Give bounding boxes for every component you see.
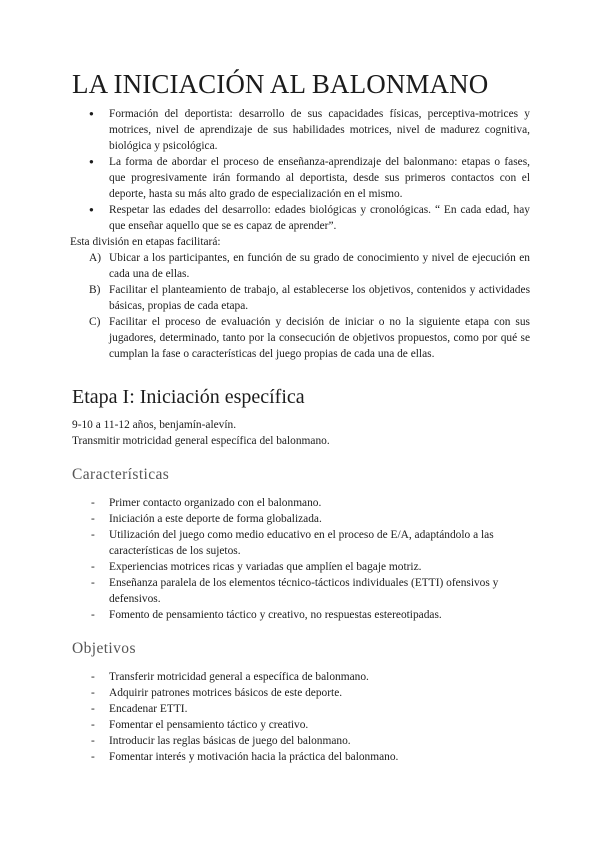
division-list [72, 250, 530, 362]
objectives-item: - Fomentar el pensamiento táctico y creativo. [109, 717, 530, 733]
stage-summary: Transmitir motricidad general específica del balonmano. [72, 435, 330, 447]
division-item-text: Facilitar el planteamiento de trabajo, al establecerse los objetivos, contenidos y actividades básicas, propias de cada etapa. [109, 284, 530, 312]
intro-bullet-item: ● La forma de abordar el proceso de enseñanza-aprendizaje del balonmano: etapas o fases, que progresivamente irán formando al deportista, desde sus primeros contactos con el deporte, hasta su más alto grado de especialización en el mismo. [109, 154, 530, 202]
intro-bullet-item: ● Respetar las edades del desarrollo: edades biológicas y cronológicas. “ En cada edad, hay que enseñar aquello que se es capaz de aprender”. [109, 202, 530, 234]
division-item [89, 250, 530, 282]
characteristics-item: - Fomento de pensamiento táctico y creativo, no respuestas estereotipadas. [109, 607, 530, 623]
division-item [89, 282, 530, 314]
characteristics-item: - Enseñanza paralela de los elementos técnico-tácticos individuales (ETTI) ofensivos y defensivos. [109, 575, 530, 607]
characteristics-item: - Iniciación a este deporte de forma globalizada. [109, 511, 530, 527]
intro-bullet-item: ● Formación del deportista: desarrollo de sus capacidades físicas, perceptiva-motrices y motrices, nivel de aprendizaje de sus habilidades motrices, nivel de madurez cognitiva, biológica y psicológica. [109, 106, 530, 154]
objectives-item: - Encadenar ETTI. [109, 701, 530, 717]
objectives-list [72, 669, 530, 765]
objectives-item: - Fomentar interés y motivación hacia la práctica del balonmano. [109, 749, 530, 765]
objectives-heading: Objetivos [72, 640, 136, 657]
division-item-text: Ubicar a los participantes, en función de su grado de conocimiento y nivel de ejecución en cada una de ellas. [109, 252, 530, 280]
division-item-marker: A) [89, 252, 102, 264]
characteristics-heading: Características [72, 466, 170, 483]
intro-bullet-list [72, 106, 530, 234]
objectives-item: - Adquirir patrones motrices básicos de este deporte. [109, 685, 530, 701]
characteristics-item: - Primer contacto organizado con el balonmano. [109, 495, 530, 511]
characteristics-item: - Experiencias motrices ricas y variadas que amplíen el bagaje motriz. [109, 559, 530, 575]
stage-heading: Etapa I: Iniciación específica [72, 386, 305, 408]
division-item [89, 314, 530, 362]
stage-ages: 9-10 a 11-12 años, benjamín-alevín. [72, 419, 237, 431]
document-title: LA INICIACIÓN AL BALONMANO [72, 69, 489, 99]
characteristics-item: - Utilización del juego como medio educativo en el proceso de E/A, adaptándolo a las características de los sujetos. [109, 527, 530, 559]
characteristics-list [72, 495, 530, 623]
objectives-item: - Transferir motricidad general a específica de balonmano. [109, 669, 530, 685]
division-item-marker: C) [89, 316, 101, 328]
division-intro-text: Esta división en etapas facilitará: [70, 236, 221, 248]
division-item-marker: B) [89, 284, 101, 296]
objectives-item: - Introducir las reglas básicas de juego del balonmano. [109, 733, 530, 749]
document-page [72, 68, 530, 765]
division-item-text: Facilitar el proceso de evaluación y decisión de iniciar o no la siguiente etapa con sus jugadores, determinado, tanto por la consecución de objetivos propuestos, como por qué se cumplan la fase o características del juego propias de cada una de ellas. [109, 316, 530, 360]
